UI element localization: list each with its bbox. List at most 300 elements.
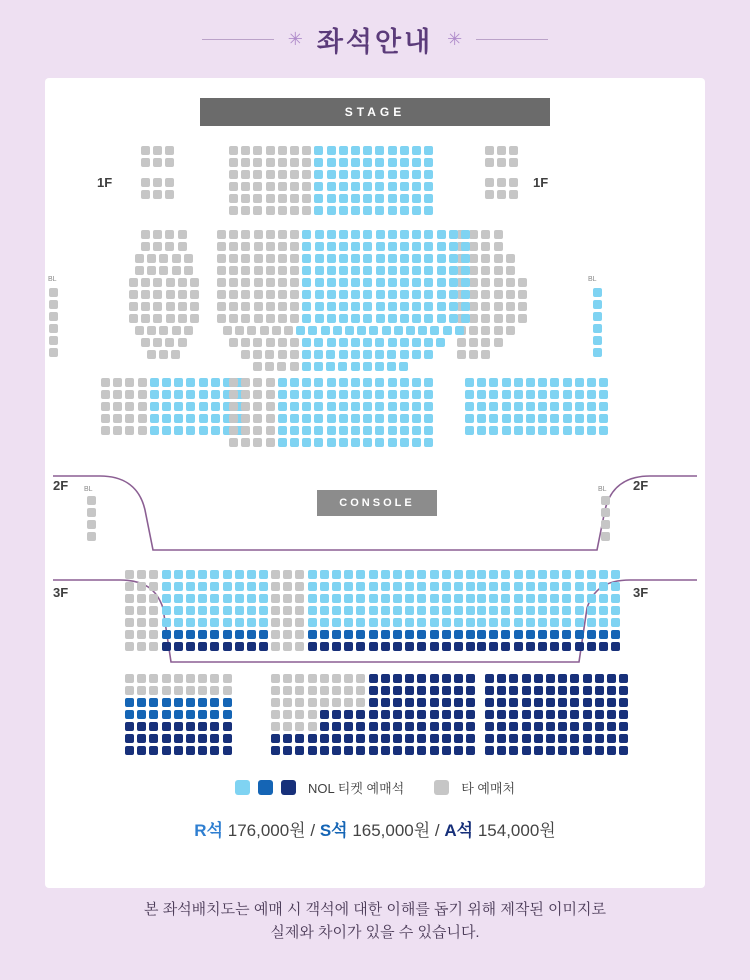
- seat[interactable]: [278, 170, 287, 179]
- seat[interactable]: [454, 630, 463, 639]
- seat[interactable]: [332, 674, 341, 683]
- seat[interactable]: [514, 402, 523, 411]
- seat[interactable]: [283, 606, 292, 615]
- seat[interactable]: [481, 230, 490, 239]
- seat[interactable]: [253, 402, 262, 411]
- seat[interactable]: [302, 230, 311, 239]
- seat[interactable]: [587, 618, 596, 627]
- seat[interactable]: [211, 390, 220, 399]
- seat[interactable]: [518, 278, 527, 287]
- seat[interactable]: [570, 674, 579, 683]
- seat[interactable]: [339, 414, 348, 423]
- seat[interactable]: [266, 254, 275, 263]
- seat[interactable]: [290, 414, 299, 423]
- seat[interactable]: [290, 182, 299, 191]
- seat[interactable]: [388, 414, 397, 423]
- seat[interactable]: [430, 674, 439, 683]
- seat[interactable]: [356, 734, 365, 743]
- seat[interactable]: [375, 426, 384, 435]
- seat[interactable]: [550, 606, 559, 615]
- seat[interactable]: [466, 582, 475, 591]
- seat[interactable]: [363, 378, 372, 387]
- seat[interactable]: [509, 158, 518, 167]
- seat[interactable]: [351, 426, 360, 435]
- seat[interactable]: [351, 206, 360, 215]
- seat[interactable]: [497, 698, 506, 707]
- seat[interactable]: [388, 182, 397, 191]
- seat[interactable]: [526, 582, 535, 591]
- seat[interactable]: [437, 278, 446, 287]
- seat[interactable]: [469, 266, 478, 275]
- seat[interactable]: [619, 746, 628, 755]
- seat[interactable]: [381, 642, 390, 651]
- seat[interactable]: [550, 426, 559, 435]
- seat[interactable]: [101, 390, 110, 399]
- seat[interactable]: [430, 746, 439, 755]
- seat[interactable]: [611, 642, 620, 651]
- seat[interactable]: [278, 350, 287, 359]
- seat[interactable]: [437, 230, 446, 239]
- seat[interactable]: [229, 390, 238, 399]
- seat[interactable]: [356, 642, 365, 651]
- seat[interactable]: [295, 710, 304, 719]
- seat[interactable]: [466, 698, 475, 707]
- seat[interactable]: [550, 570, 559, 579]
- seat[interactable]: [253, 206, 262, 215]
- seat[interactable]: [302, 414, 311, 423]
- seat[interactable]: [138, 426, 147, 435]
- seat[interactable]: [449, 278, 458, 287]
- seat[interactable]: [363, 390, 372, 399]
- seat[interactable]: [125, 582, 134, 591]
- seat[interactable]: [308, 594, 317, 603]
- seat[interactable]: [308, 674, 317, 683]
- seat[interactable]: [494, 266, 503, 275]
- seat[interactable]: [619, 674, 628, 683]
- seat[interactable]: [417, 630, 426, 639]
- seat[interactable]: [546, 722, 555, 731]
- seat[interactable]: [198, 746, 207, 755]
- seat[interactable]: [315, 230, 324, 239]
- seat[interactable]: [253, 390, 262, 399]
- seat[interactable]: [223, 606, 232, 615]
- seat[interactable]: [223, 582, 232, 591]
- seat[interactable]: [241, 230, 250, 239]
- seat[interactable]: [190, 290, 199, 299]
- seat[interactable]: [442, 698, 451, 707]
- seat[interactable]: [135, 326, 144, 335]
- seat[interactable]: [162, 630, 171, 639]
- seat[interactable]: [412, 426, 421, 435]
- seat[interactable]: [375, 350, 384, 359]
- seat[interactable]: [469, 242, 478, 251]
- seat[interactable]: [174, 710, 183, 719]
- seat[interactable]: [162, 594, 171, 603]
- seat[interactable]: [357, 326, 366, 335]
- seat[interactable]: [138, 378, 147, 387]
- seat[interactable]: [278, 194, 287, 203]
- seat[interactable]: [150, 414, 159, 423]
- seat[interactable]: [308, 710, 317, 719]
- seat[interactable]: [381, 722, 390, 731]
- seat[interactable]: [253, 350, 262, 359]
- seat[interactable]: [332, 606, 341, 615]
- seat[interactable]: [583, 746, 592, 755]
- seat[interactable]: [290, 242, 299, 251]
- seat[interactable]: [400, 350, 409, 359]
- seat[interactable]: [575, 630, 584, 639]
- seat[interactable]: [534, 674, 543, 683]
- seat[interactable]: [101, 402, 110, 411]
- seat[interactable]: [344, 710, 353, 719]
- seat[interactable]: [356, 710, 365, 719]
- seat[interactable]: [253, 414, 262, 423]
- seat[interactable]: [607, 686, 616, 695]
- seat[interactable]: [137, 698, 146, 707]
- seat[interactable]: [290, 230, 299, 239]
- seat[interactable]: [129, 314, 138, 323]
- seat[interactable]: [593, 336, 602, 345]
- seat[interactable]: [424, 350, 433, 359]
- seat[interactable]: [466, 642, 475, 651]
- seat[interactable]: [137, 734, 146, 743]
- seat[interactable]: [424, 290, 433, 299]
- seat[interactable]: [113, 414, 122, 423]
- seat[interactable]: [477, 618, 486, 627]
- seat[interactable]: [125, 390, 134, 399]
- seat[interactable]: [320, 630, 329, 639]
- seat[interactable]: [314, 194, 323, 203]
- seat[interactable]: [174, 390, 183, 399]
- seat[interactable]: [497, 686, 506, 695]
- seat[interactable]: [351, 230, 360, 239]
- seat[interactable]: [406, 326, 415, 335]
- seat[interactable]: [538, 582, 547, 591]
- seat[interactable]: [149, 582, 158, 591]
- seat[interactable]: [485, 674, 494, 683]
- seat[interactable]: [570, 686, 579, 695]
- seat[interactable]: [241, 170, 250, 179]
- seat[interactable]: [481, 338, 490, 347]
- seat[interactable]: [210, 570, 219, 579]
- seat[interactable]: [172, 326, 181, 335]
- seat[interactable]: [485, 146, 494, 155]
- seat[interactable]: [501, 630, 510, 639]
- seat[interactable]: [351, 402, 360, 411]
- seat[interactable]: [501, 642, 510, 651]
- seat[interactable]: [162, 734, 171, 743]
- seat[interactable]: [241, 378, 250, 387]
- seat[interactable]: [412, 230, 421, 239]
- seat[interactable]: [295, 674, 304, 683]
- seat[interactable]: [314, 426, 323, 435]
- seat[interactable]: [363, 338, 372, 347]
- seat[interactable]: [162, 570, 171, 579]
- seat[interactable]: [546, 746, 555, 755]
- seat[interactable]: [254, 254, 263, 263]
- seat[interactable]: [266, 158, 275, 167]
- seat[interactable]: [424, 230, 433, 239]
- seat[interactable]: [449, 314, 458, 323]
- seat[interactable]: [278, 182, 287, 191]
- seat[interactable]: [412, 414, 421, 423]
- seat[interactable]: [417, 722, 426, 731]
- seat[interactable]: [137, 582, 146, 591]
- seat[interactable]: [186, 674, 195, 683]
- seat[interactable]: [405, 582, 414, 591]
- seat[interactable]: [283, 642, 292, 651]
- seat[interactable]: [290, 378, 299, 387]
- seat[interactable]: [344, 722, 353, 731]
- seat[interactable]: [315, 278, 324, 287]
- seat[interactable]: [514, 606, 523, 615]
- seat[interactable]: [388, 438, 397, 447]
- seat[interactable]: [583, 734, 592, 743]
- seat[interactable]: [563, 426, 572, 435]
- seat[interactable]: [375, 338, 384, 347]
- seat[interactable]: [351, 302, 360, 311]
- seat[interactable]: [339, 378, 348, 387]
- seat[interactable]: [388, 402, 397, 411]
- seat[interactable]: [381, 734, 390, 743]
- seat[interactable]: [388, 170, 397, 179]
- seat[interactable]: [412, 170, 421, 179]
- seat[interactable]: [125, 606, 134, 615]
- seat[interactable]: [388, 314, 397, 323]
- seat[interactable]: [497, 710, 506, 719]
- seat[interactable]: [137, 570, 146, 579]
- seat[interactable]: [538, 378, 547, 387]
- seat[interactable]: [599, 618, 608, 627]
- seat[interactable]: [442, 710, 451, 719]
- seat[interactable]: [356, 686, 365, 695]
- seat[interactable]: [332, 746, 341, 755]
- seat[interactable]: [290, 350, 299, 359]
- seat[interactable]: [241, 206, 250, 215]
- seat[interactable]: [320, 642, 329, 651]
- seat[interactable]: [550, 582, 559, 591]
- seat[interactable]: [611, 582, 620, 591]
- seat[interactable]: [485, 722, 494, 731]
- seat[interactable]: [611, 606, 620, 615]
- seat[interactable]: [489, 390, 498, 399]
- seat[interactable]: [241, 158, 250, 167]
- seat[interactable]: [162, 722, 171, 731]
- seat[interactable]: [595, 746, 604, 755]
- seat[interactable]: [241, 290, 250, 299]
- seat[interactable]: [229, 230, 238, 239]
- seat[interactable]: [223, 710, 232, 719]
- seat[interactable]: [424, 206, 433, 215]
- seat[interactable]: [381, 606, 390, 615]
- seat[interactable]: [186, 390, 195, 399]
- seat[interactable]: [150, 390, 159, 399]
- seat[interactable]: [277, 362, 286, 371]
- seat[interactable]: [481, 242, 490, 251]
- seat[interactable]: [174, 594, 183, 603]
- seat[interactable]: [166, 290, 175, 299]
- seat[interactable]: [113, 402, 122, 411]
- seat[interactable]: [159, 254, 168, 263]
- seat[interactable]: [417, 594, 426, 603]
- seat[interactable]: [469, 350, 478, 359]
- seat[interactable]: [190, 278, 199, 287]
- seat[interactable]: [550, 414, 559, 423]
- seat[interactable]: [599, 594, 608, 603]
- seat[interactable]: [314, 378, 323, 387]
- seat[interactable]: [424, 242, 433, 251]
- seat[interactable]: [509, 746, 518, 755]
- seat[interactable]: [241, 182, 250, 191]
- seat[interactable]: [314, 170, 323, 179]
- seat[interactable]: [494, 278, 503, 287]
- seat[interactable]: [266, 170, 275, 179]
- seat[interactable]: [149, 630, 158, 639]
- seat[interactable]: [283, 746, 292, 755]
- seat[interactable]: [174, 698, 183, 707]
- seat[interactable]: [229, 254, 238, 263]
- seat[interactable]: [430, 570, 439, 579]
- seat[interactable]: [430, 698, 439, 707]
- seat[interactable]: [253, 182, 262, 191]
- seat[interactable]: [339, 266, 348, 275]
- seat[interactable]: [449, 290, 458, 299]
- seat[interactable]: [417, 698, 426, 707]
- seat[interactable]: [345, 326, 354, 335]
- seat[interactable]: [327, 278, 336, 287]
- seat[interactable]: [241, 302, 250, 311]
- seat[interactable]: [147, 350, 156, 359]
- seat[interactable]: [593, 288, 602, 297]
- seat[interactable]: [321, 326, 330, 335]
- seat[interactable]: [356, 582, 365, 591]
- seat[interactable]: [466, 686, 475, 695]
- seat[interactable]: [344, 570, 353, 579]
- seat[interactable]: [587, 606, 596, 615]
- seat[interactable]: [550, 642, 559, 651]
- seat[interactable]: [159, 350, 168, 359]
- seat[interactable]: [611, 570, 620, 579]
- seat[interactable]: [129, 278, 138, 287]
- seat[interactable]: [607, 674, 616, 683]
- seat[interactable]: [369, 734, 378, 743]
- seat[interactable]: [290, 266, 299, 275]
- seat[interactable]: [162, 698, 171, 707]
- seat[interactable]: [184, 326, 193, 335]
- seat[interactable]: [400, 302, 409, 311]
- seat[interactable]: [101, 378, 110, 387]
- seat[interactable]: [125, 570, 134, 579]
- seat[interactable]: [430, 722, 439, 731]
- seat[interactable]: [376, 254, 385, 263]
- seat[interactable]: [466, 710, 475, 719]
- seat[interactable]: [424, 266, 433, 275]
- seat[interactable]: [417, 606, 426, 615]
- seat[interactable]: [147, 326, 156, 335]
- seat[interactable]: [461, 242, 470, 251]
- seat[interactable]: [356, 606, 365, 615]
- seat[interactable]: [562, 606, 571, 615]
- seat[interactable]: [369, 722, 378, 731]
- seat[interactable]: [266, 438, 275, 447]
- seat[interactable]: [400, 158, 409, 167]
- seat[interactable]: [171, 350, 180, 359]
- seat[interactable]: [570, 698, 579, 707]
- seat[interactable]: [363, 278, 372, 287]
- seat[interactable]: [149, 710, 158, 719]
- seat[interactable]: [178, 290, 187, 299]
- seat[interactable]: [339, 426, 348, 435]
- seat[interactable]: [259, 630, 268, 639]
- seat[interactable]: [469, 278, 478, 287]
- seat[interactable]: [153, 230, 162, 239]
- seat[interactable]: [125, 402, 134, 411]
- seat[interactable]: [266, 414, 275, 423]
- seat[interactable]: [229, 170, 238, 179]
- seat[interactable]: [295, 582, 304, 591]
- seat[interactable]: [302, 242, 311, 251]
- seat[interactable]: [235, 642, 244, 651]
- seat[interactable]: [538, 414, 547, 423]
- seat[interactable]: [369, 630, 378, 639]
- seat[interactable]: [477, 426, 486, 435]
- seat[interactable]: [465, 426, 474, 435]
- seat[interactable]: [558, 686, 567, 695]
- seat[interactable]: [278, 146, 287, 155]
- seat[interactable]: [295, 734, 304, 743]
- seat[interactable]: [619, 698, 628, 707]
- seat[interactable]: [393, 722, 402, 731]
- seat[interactable]: [254, 242, 263, 251]
- seat[interactable]: [430, 686, 439, 695]
- seat[interactable]: [442, 746, 451, 755]
- seat[interactable]: [376, 290, 385, 299]
- seat[interactable]: [375, 182, 384, 191]
- seat[interactable]: [393, 674, 402, 683]
- seat[interactable]: [558, 698, 567, 707]
- seat[interactable]: [506, 314, 515, 323]
- seat[interactable]: [266, 302, 275, 311]
- seat[interactable]: [271, 618, 280, 627]
- seat[interactable]: [149, 618, 158, 627]
- seat[interactable]: [400, 378, 409, 387]
- seat[interactable]: [327, 338, 336, 347]
- seat[interactable]: [266, 206, 275, 215]
- seat[interactable]: [481, 350, 490, 359]
- seat[interactable]: [186, 710, 195, 719]
- seat[interactable]: [375, 362, 384, 371]
- seat[interactable]: [320, 594, 329, 603]
- seat[interactable]: [271, 606, 280, 615]
- seat[interactable]: [327, 290, 336, 299]
- seat[interactable]: [308, 722, 317, 731]
- seat[interactable]: [388, 338, 397, 347]
- seat[interactable]: [217, 254, 226, 263]
- seat[interactable]: [278, 426, 287, 435]
- seat[interactable]: [509, 178, 518, 187]
- seat[interactable]: [356, 674, 365, 683]
- seat[interactable]: [344, 674, 353, 683]
- seat[interactable]: [369, 746, 378, 755]
- seat[interactable]: [522, 746, 531, 755]
- seat[interactable]: [125, 734, 134, 743]
- seat[interactable]: [278, 414, 287, 423]
- seat[interactable]: [412, 290, 421, 299]
- seat[interactable]: [327, 402, 336, 411]
- seat[interactable]: [314, 146, 323, 155]
- seat[interactable]: [137, 642, 146, 651]
- seat[interactable]: [308, 642, 317, 651]
